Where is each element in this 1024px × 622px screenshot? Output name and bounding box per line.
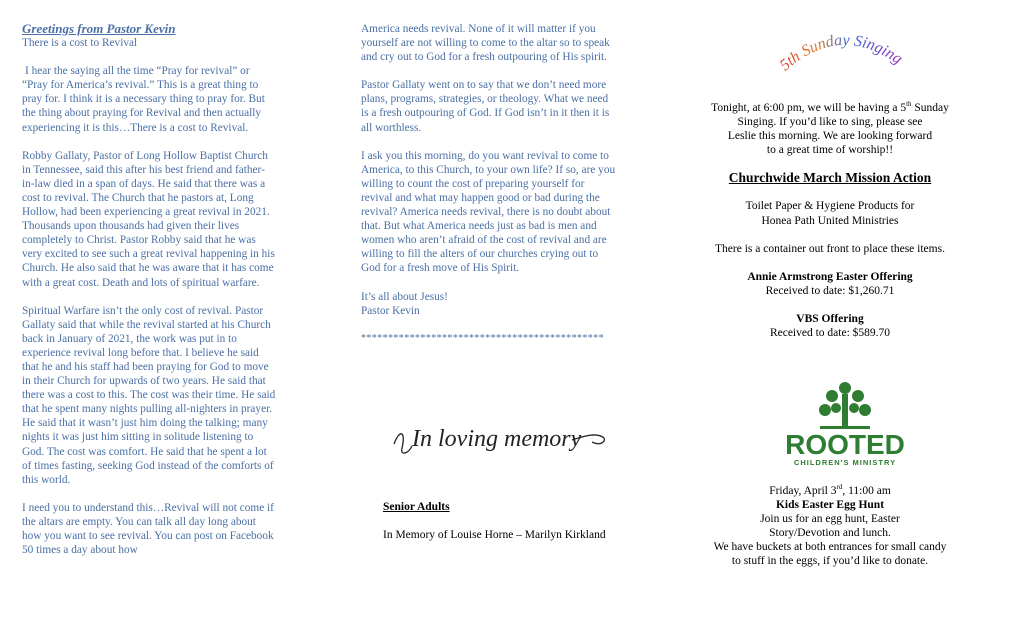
vbs-title: VBS Offering [796,312,864,325]
rooted-sub: CHILDREN'S MINISTRY [793,458,897,467]
announcements-column [700,0,960,340]
letter-paragraph-5: America needs revival. None of it will matter if you yourself are not willing to come to the altar so to speak and cry out to God for a fresh outpouring of His spirit. [361,23,610,64]
singing-line-4: to a great time of worship!! [766,144,894,157]
letter-paragraph-1: I hear the saying all the time “Pray for revival” or “Pray for America’s revival.” This is a great thing to pray for. I think it is a necessary thing to pray for. But the thing about praying for Revival and then actually experiencing it is this…There is a cost to Revival. [22,65,265,134]
in-loving-memory-graphic [392,418,608,462]
letter-paragraph-7: I ask you this morning, do you want revival to come to America, to this Church, to your own life? If so, are you willing to count the cost of preparing yourself for revival and what may happen good or bad during the revival? America needs revival, there is no doubt about that. But what America needs just as bad is men and women who aren’t afraid of the cost of revival and are willing to fill the alters of our churches crying out to God for a fresh move of His Spirit. [361,149,616,275]
rooted-word: ROOTED [785,429,905,460]
annie-title: Annie Armstrong Easter Offering [747,270,913,283]
flourish-left [394,434,412,453]
singing-title: 5th Sunday Singing [776,31,906,75]
egg-line-1: Join us for an egg hunt, Easter [760,513,900,526]
letter-paragraph-6: Pastor Gallaty went on to say that we don’t need more plans, programs, strategies, or theology. What we need is a fresh outpouring of God. If God isn’t in it then it is all worthless. [361,79,610,134]
singing-line-2: Singing. If you’d like to sing, please see [737,116,923,129]
memory-heading: Senior Adults [383,501,450,513]
letter-signature: Pastor Kevin [361,304,420,317]
separator-stars: ********************************************* [361,332,604,344]
mission-line-2: Honea Path United Ministries [761,214,899,227]
memory-line: In Memory of Louise Horne – Marilyn Kirkland [383,529,606,542]
pastor-letter-column-1 [22,22,277,557]
egg-line-4: to stuff in the eggs, if you’d like to donate. [731,555,929,568]
letter-subheading: There is a cost to Revival [22,37,138,50]
memory-section [383,500,643,542]
letter-heading: Greetings from Pastor Kevin [22,21,176,36]
annie-received: Received to date: $1,260.71 [765,284,895,297]
singing-line-3: Leslie this morning. We are looking forward [727,130,933,143]
egg-line-2: Story/Devotion and lunch. [769,527,891,540]
in-loving-memory-text: In loving memory [412,426,582,452]
mission-line-1: Toilet Paper & Hygiene Products for [745,200,915,213]
egg-line-3: We have buckets at both entrances for small candy [713,541,947,554]
mission-title: Churchwide March Mission Action [728,170,932,186]
singing-line-1: Tonight, at 6:00 pm, we will be having a 5th Sunday [711,100,949,114]
letter-paragraph-2: Robby Gallaty, Pastor of Long Hollow Baptist Church in Tennessee, said this after his best friend and father-in-law died in a span of days. He said that there was a cost to revival. The Church that he pastors at, Long Hollow, had been experiencing a great revival in 2021. Thousands upon thousands had given their lives completely to Christ. Pastor Robby said that he was very excited to see such a great revival happening in his Church. He also said that he was aware that it has come with a great cost. Death and lots of spiritual warfare. [22,149,275,289]
container-text: There is a container out front to place these items. [715,242,945,255]
egg-hunt-section [700,484,960,569]
letter-paragraph-4: I need you to understand this…Revival will not come if the altars are empty. You can talk all day long about how you want to see revival. You can post on Facebook 50 times a day about how [22,501,274,557]
vbs-received: Received to date: $589.70 [769,327,891,340]
letter-closing: It’s all about Jesus! [361,290,448,303]
egg-title: Kids Easter Egg Hunt [775,499,885,512]
pastor-letter-column-2 [361,22,616,346]
tree-icon [819,382,871,429]
egg-date: Friday, April 3rd, 11:00 am [769,483,891,497]
rooted-logo [780,380,910,470]
letter-paragraph-3: Spiritual Warfare isn’t the only cost of revival. Pastor Gallaty said that while the revival started at his Church back in January of 2021, the work was put in to experience revival long before that. I believe he said that he and his staff had been praying for God to move in their Church for upwards of two years. He said that there was a cost to this. The cost was their time. He said that he spent many nights pulling all-nighters in prayer. He said that it wasn’t just him doing the talking; many nights it was just him sitting in solitude listening to God. The cost was comfort. He said that he spent a lot of times fasting, seeking God instead of the comforts of this world. [22,304,276,486]
